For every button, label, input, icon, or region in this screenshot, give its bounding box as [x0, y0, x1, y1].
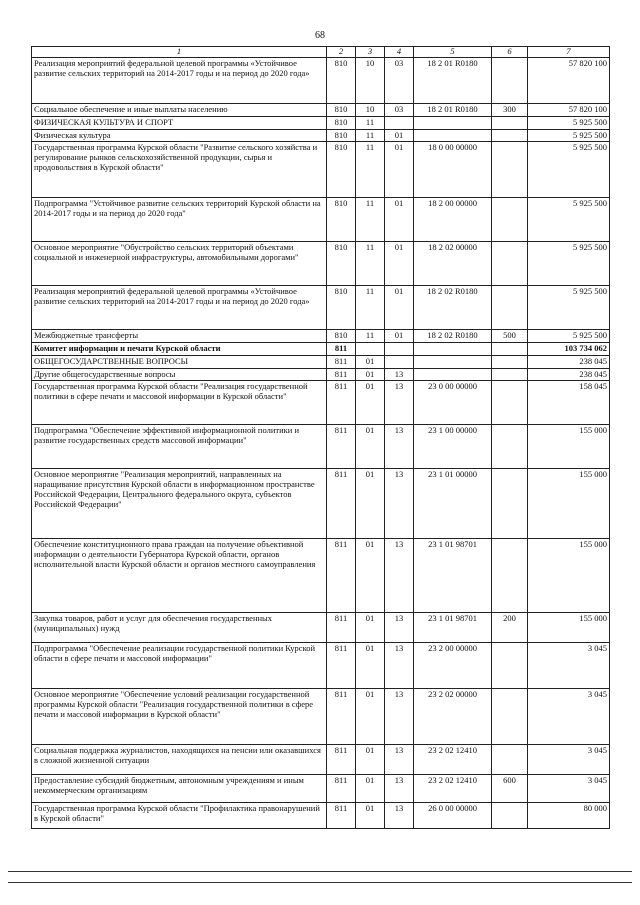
cell-pr: 13	[385, 425, 414, 469]
cell-pr: 13	[385, 745, 414, 775]
cell-rz: 11	[356, 142, 385, 198]
cell-pr: 13	[385, 368, 414, 381]
cell-vr: 300	[492, 104, 528, 117]
cell-rz: 11	[356, 198, 385, 242]
column-number-row	[32, 47, 610, 58]
cell-pr: 13	[385, 469, 414, 539]
cell-sum: 3 045	[528, 689, 610, 745]
cell-csr	[414, 355, 492, 368]
cell-ved: 810	[327, 142, 356, 198]
cell-name: Социальное обеспечение и иные выплаты населению	[32, 104, 327, 117]
table-row	[32, 343, 610, 356]
cell-vr: 200	[492, 613, 528, 643]
cell-name: Основное мероприятие "Обустройство сельских территорий объектами социальной и инженерной инфраструктуры, автомобильными дорогами"	[32, 242, 327, 286]
cell-pr	[385, 116, 414, 129]
cell-vr	[492, 381, 528, 425]
cell-ved: 811	[327, 745, 356, 775]
cell-pr: 01	[385, 198, 414, 242]
cell-name: Реализация мероприятий федеральной целевой программы «Устойчивое развитие сельских территорий на 2014-2017 годы и на период до 2020 года»	[32, 58, 327, 104]
cell-ved: 810	[327, 242, 356, 286]
budget-table	[31, 46, 610, 829]
cell-rz: 11	[356, 129, 385, 142]
page-bottom-rule	[8, 882, 632, 883]
cell-ved: 811	[327, 469, 356, 539]
cell-rz: 01	[356, 368, 385, 381]
cell-csr	[414, 116, 492, 129]
cell-rz: 10	[356, 58, 385, 104]
cell-pr: 01	[385, 330, 414, 343]
cell-pr: 01	[385, 242, 414, 286]
cell-rz: 01	[356, 643, 385, 689]
table-row	[32, 142, 610, 198]
cell-pr: 01	[385, 142, 414, 198]
cell-name: Основное мероприятие "Реализация мероприятий, направленных на наращивание присутствия Курской области в информационном пространстве Российской Федерации, Центрального федерального округа, субъектов Российской Федерации"	[32, 469, 327, 539]
cell-sum: 155 000	[528, 425, 610, 469]
cell-rz: 01	[356, 613, 385, 643]
cell-sum: 103 734 062	[528, 343, 610, 356]
cell-vr	[492, 539, 528, 613]
cell-rz: 11	[356, 116, 385, 129]
cell-csr	[414, 368, 492, 381]
cell-name: Комитет информации и печати Курской области	[32, 343, 327, 356]
table-row	[32, 330, 610, 343]
cell-pr: 13	[385, 539, 414, 613]
cell-ved: 810	[327, 104, 356, 117]
table-row	[32, 425, 610, 469]
cell-ved: 811	[327, 803, 356, 829]
cell-name: Закупка товаров, работ и услуг для обеспечения государственных (муниципальных) нужд	[32, 613, 327, 643]
table-row	[32, 745, 610, 775]
cell-vr	[492, 355, 528, 368]
cell-ved: 811	[327, 381, 356, 425]
cell-name: Межбюджетные трансферты	[32, 330, 327, 343]
cell-rz: 01	[356, 355, 385, 368]
cell-vr	[492, 745, 528, 775]
cell-rz	[356, 343, 385, 356]
table-row	[32, 198, 610, 242]
table-row	[32, 539, 610, 613]
cell-ved: 811	[327, 643, 356, 689]
cell-ved: 811	[327, 775, 356, 803]
cell-pr: 13	[385, 803, 414, 829]
column-header: 3	[356, 47, 385, 58]
cell-csr: 26 0 00 00000	[414, 803, 492, 829]
cell-sum: 238 045	[528, 368, 610, 381]
cell-vr	[492, 58, 528, 104]
cell-rz: 11	[356, 242, 385, 286]
cell-csr: 18 2 01 R0180	[414, 104, 492, 117]
cell-name: ОБЩЕГОСУДАРСТВЕННЫЕ ВОПРОСЫ	[32, 355, 327, 368]
table-row	[32, 613, 610, 643]
column-header: 5	[414, 47, 492, 58]
cell-sum: 155 000	[528, 469, 610, 539]
cell-csr: 18 2 01 R0180	[414, 58, 492, 104]
table-row	[32, 129, 610, 142]
cell-rz: 01	[356, 469, 385, 539]
table-row	[32, 104, 610, 117]
cell-name: Реализация мероприятий федеральной целевой программы «Устойчивое развитие сельских территорий на 2014-2017 годы и на период до 2020 года»	[32, 286, 327, 330]
cell-csr: 23 1 01 98701	[414, 539, 492, 613]
cell-sum: 3 045	[528, 775, 610, 803]
cell-csr: 23 2 00 00000	[414, 643, 492, 689]
cell-sum: 5 925 500	[528, 242, 610, 286]
cell-pr	[385, 343, 414, 356]
cell-name: Государственная программа Курской области "Профилактика правонарушений в Курской области"	[32, 803, 327, 829]
cell-pr: 01	[385, 286, 414, 330]
page-number: 68	[315, 30, 325, 41]
cell-csr: 18 2 00 00000	[414, 198, 492, 242]
cell-sum: 57 820 100	[528, 58, 610, 104]
cell-name: Предоставление субсидий бюджетным, автономным учреждениям и иным некоммерческим организациям	[32, 775, 327, 803]
cell-vr	[492, 469, 528, 539]
column-header: 2	[327, 47, 356, 58]
cell-name: Государственная программа Курской области "Развитие сельского хозяйства и регулирование рынков сельскохозяйственной продукции, сырья и продовольствия в Курской области"	[32, 142, 327, 198]
cell-rz: 01	[356, 775, 385, 803]
cell-vr	[492, 643, 528, 689]
cell-rz: 01	[356, 689, 385, 745]
table-row	[32, 242, 610, 286]
cell-ved: 811	[327, 689, 356, 745]
cell-sum: 155 000	[528, 613, 610, 643]
cell-rz: 01	[356, 803, 385, 829]
table-row	[32, 58, 610, 104]
table-row	[32, 469, 610, 539]
cell-rz: 11	[356, 330, 385, 343]
cell-name: Государственная программа Курской области "Реализация государственной политики в сфере печати и массовой информации в Курской области"	[32, 381, 327, 425]
cell-sum: 5 925 500	[528, 142, 610, 198]
cell-vr	[492, 286, 528, 330]
cell-ved: 810	[327, 330, 356, 343]
cell-sum: 238 045	[528, 355, 610, 368]
cell-vr	[492, 198, 528, 242]
cell-csr: 18 2 02 R0180	[414, 286, 492, 330]
cell-sum: 57 820 100	[528, 104, 610, 117]
cell-pr	[385, 355, 414, 368]
cell-name: Физическая культура	[32, 129, 327, 142]
cell-csr: 23 1 01 98701	[414, 613, 492, 643]
cell-ved: 811	[327, 613, 356, 643]
cell-rz: 01	[356, 381, 385, 425]
cell-sum: 155 000	[528, 539, 610, 613]
cell-csr	[414, 129, 492, 142]
cell-sum: 5 925 500	[528, 116, 610, 129]
cell-pr: 13	[385, 643, 414, 689]
table-row	[32, 803, 610, 829]
cell-csr: 18 0 00 00000	[414, 142, 492, 198]
cell-ved: 811	[327, 425, 356, 469]
cell-name: Подпрограмма "Обеспечение эффективной информационной политики и развитие государственных средств массовой информации"	[32, 425, 327, 469]
cell-vr	[492, 689, 528, 745]
column-header: 1	[32, 47, 327, 58]
table-row	[32, 355, 610, 368]
cell-rz: 10	[356, 104, 385, 117]
cell-sum: 158 045	[528, 381, 610, 425]
page-bottom-rule	[8, 871, 632, 872]
cell-vr: 500	[492, 330, 528, 343]
cell-pr: 13	[385, 775, 414, 803]
cell-name: Социальная поддержка журналистов, находящихся на пенсии или оказавшихся в сложной жизненной ситуации	[32, 745, 327, 775]
cell-csr: 18 2 02 00000	[414, 242, 492, 286]
table-row	[32, 116, 610, 129]
cell-vr: 600	[492, 775, 528, 803]
cell-name: Основное мероприятие "Обеспечение условий реализации государственной программы Курской области "Реализация государственной политики в сфере печати и массовой информации в Курской области"	[32, 689, 327, 745]
cell-csr: 23 1 01 00000	[414, 469, 492, 539]
cell-ved: 810	[327, 58, 356, 104]
cell-pr: 13	[385, 689, 414, 745]
cell-csr: 23 1 00 00000	[414, 425, 492, 469]
cell-vr	[492, 425, 528, 469]
cell-ved: 811	[327, 355, 356, 368]
cell-rz: 01	[356, 745, 385, 775]
cell-pr: 01	[385, 129, 414, 142]
cell-rz: 11	[356, 286, 385, 330]
column-header: 6	[492, 47, 528, 58]
cell-sum: 80 000	[528, 803, 610, 829]
cell-rz: 01	[356, 425, 385, 469]
cell-vr	[492, 242, 528, 286]
cell-csr	[414, 343, 492, 356]
cell-ved: 811	[327, 368, 356, 381]
table-row	[32, 689, 610, 745]
table-row	[32, 368, 610, 381]
cell-sum: 3 045	[528, 643, 610, 689]
cell-pr: 13	[385, 613, 414, 643]
cell-pr: 13	[385, 381, 414, 425]
table-row	[32, 775, 610, 803]
table-row	[32, 381, 610, 425]
cell-vr	[492, 803, 528, 829]
cell-csr: 23 2 02 00000	[414, 689, 492, 745]
cell-sum: 5 925 500	[528, 198, 610, 242]
cell-sum: 3 045	[528, 745, 610, 775]
cell-ved: 811	[327, 539, 356, 613]
cell-name: Подпрограмма "Устойчивое развитие сельских территорий Курской области на 2014-2017 годы и на период до 2020 года"	[32, 198, 327, 242]
cell-csr: 18 2 02 R0180	[414, 330, 492, 343]
cell-vr	[492, 343, 528, 356]
cell-name: ФИЗИЧЕСКАЯ КУЛЬТУРА И СПОРТ	[32, 116, 327, 129]
column-header: 7	[528, 47, 610, 58]
cell-sum: 5 925 500	[528, 286, 610, 330]
cell-csr: 23 2 02 12410	[414, 775, 492, 803]
cell-name: Обеспечение конституционного права граждан на получение объективной информации о деятельности Губернатора Курской области, органов исполнительной власти Курской области и органов местного самоуправления	[32, 539, 327, 613]
cell-vr	[492, 129, 528, 142]
cell-name: Другие общегосударственные вопросы	[32, 368, 327, 381]
cell-sum: 5 925 500	[528, 129, 610, 142]
cell-csr: 23 0 00 00000	[414, 381, 492, 425]
table-row	[32, 643, 610, 689]
cell-sum: 5 925 500	[528, 330, 610, 343]
cell-ved: 810	[327, 129, 356, 142]
cell-rz: 01	[356, 539, 385, 613]
cell-ved: 810	[327, 116, 356, 129]
table-row	[32, 286, 610, 330]
cell-csr: 23 2 02 12410	[414, 745, 492, 775]
cell-vr	[492, 116, 528, 129]
cell-pr: 03	[385, 104, 414, 117]
cell-pr: 03	[385, 58, 414, 104]
cell-vr	[492, 368, 528, 381]
cell-ved: 810	[327, 198, 356, 242]
cell-vr	[492, 142, 528, 198]
column-header: 4	[385, 47, 414, 58]
cell-name: Подпрограмма "Обеспечение реализации государственной политики Курской области в сфере печати и массовой информации"	[32, 643, 327, 689]
cell-ved: 811	[327, 343, 356, 356]
cell-ved: 810	[327, 286, 356, 330]
